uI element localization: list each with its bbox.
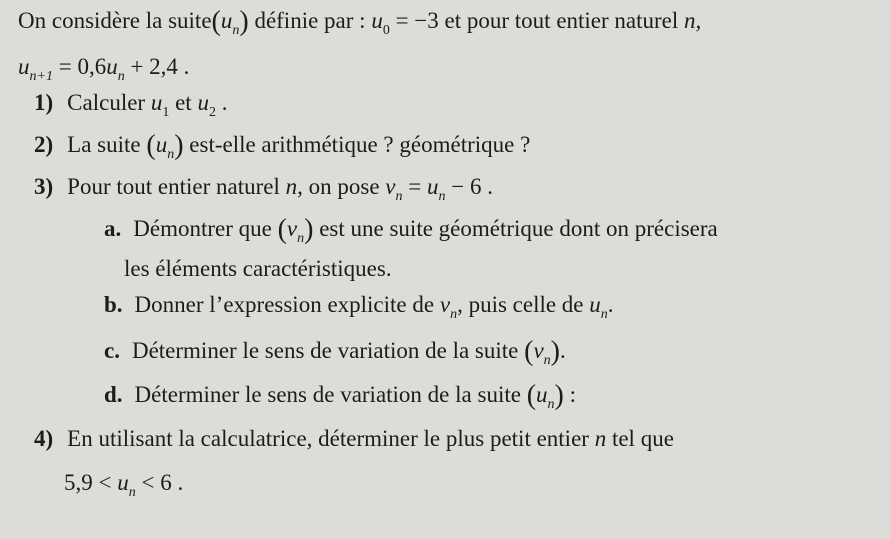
subquestion-d: d. Déterminer le sens de variation de la suite $(u_n)$ :	[104, 380, 576, 412]
question-4-inequality: $5,9 < u_n < 6$ .	[64, 470, 184, 500]
subquestion-a-cont: les éléments caractéristiques.	[124, 256, 392, 281]
recurrence-formula: $u_{n+1} = 0,6u_n + 2,4$ .	[18, 54, 190, 84]
subquestion-c: c. Déterminer le sens de variation de la suite $(v_n)$.	[104, 336, 566, 368]
question-4: 4) En utilisant la calculatrice, déterminer le plus petit entier n tel que	[34, 426, 674, 451]
u0-value: −3	[414, 8, 439, 33]
intro-n: n,	[684, 8, 702, 33]
question-1: 1) Calculer $u_1$ et $u_2$ .	[34, 90, 228, 120]
intro-line-1: On considère la $suite(u_n)$ définie par : $u_0 = -3$ et pour tout entier naturel n,	[18, 6, 702, 38]
subquestion-a: a. Démontrer que $(v_n)$ est une suite géométrique dont on précisera	[104, 214, 718, 246]
intro-end-text: et pour tout entier naturel	[444, 8, 679, 33]
intro-text: On considère la suite	[18, 8, 212, 33]
question-3: 3) Pour tout entier naturel n, on pose $v_n = u_n - 6$ .	[34, 174, 493, 204]
intro-def-text: définie par :	[254, 8, 366, 33]
subquestion-b: b. Donner l’expression explicite de $v_n$, puis celle de $u_n$.	[104, 292, 614, 322]
question-2: 2) La suite $(u_n)$ est-elle arithmétique ? géométrique ?	[34, 130, 531, 162]
